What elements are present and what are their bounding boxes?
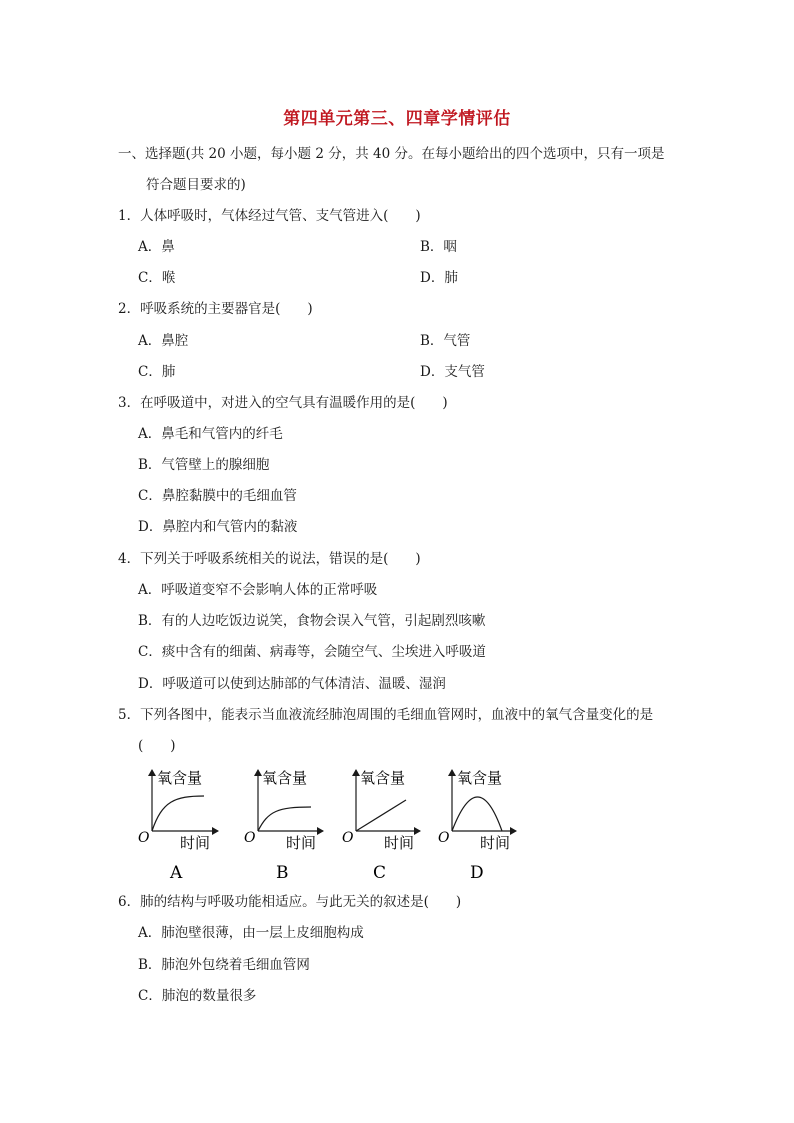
q2-option-c: C．肺 <box>138 364 176 380</box>
q3-option-c: C．鼻腔黏膜中的毛细血管 <box>138 488 297 504</box>
question-2: 2．呼吸系统的主要器官是( ) <box>118 301 313 317</box>
graph-a-label: A <box>170 863 183 883</box>
question-4: 4．下列关于呼吸系统相关的说法，错误的是( ) <box>118 551 421 567</box>
q4-option-b: B．有的人边吃饭边说笑，食物会误入气管，引起剧烈咳嗽 <box>138 613 486 629</box>
q1-option-b: B．咽 <box>420 239 457 255</box>
graph-c-curve <box>356 800 406 831</box>
q4-option-d: D．呼吸道可以使到达肺部的气体清洁、温暖、湿润 <box>138 676 446 692</box>
graph-d-label: D <box>470 863 484 883</box>
graph-b-origin: O <box>244 830 256 846</box>
graph-b-curve <box>258 807 311 831</box>
q1-option-a: A．鼻 <box>138 239 175 255</box>
graph-c-ylabel: 氧含量 <box>360 769 406 787</box>
q3-option-d: D．鼻腔内和气管内的黏液 <box>138 519 298 535</box>
graph-a-ylabel: 氧含量 <box>157 769 203 787</box>
q2-option-d: D．支气管 <box>420 364 485 380</box>
q1-option-d: D．肺 <box>420 270 458 286</box>
graph-c-origin: O <box>342 830 354 846</box>
graph-b <box>244 769 323 883</box>
question-5: 5．下列各图中，能表示当血液流经肺泡周围的毛细血管网时，血液中的氧气含量变化的是 <box>118 707 654 723</box>
q2-option-b: B．气管 <box>420 333 471 349</box>
oxygen-graphs <box>130 758 530 888</box>
graph-b-xlabel: 时间 <box>286 834 317 852</box>
question-1: 1．人体呼吸时，气体经过气管、支气管进入( ) <box>118 208 421 224</box>
question-5-blank: ( ) <box>138 738 176 754</box>
q3-option-a: A．鼻毛和气管内的纤毛 <box>138 426 283 442</box>
page-title: 第四单元第三、四章学情评估 <box>283 109 511 129</box>
graph-d-curve <box>452 797 502 831</box>
graph-c <box>342 769 420 883</box>
graph-a-curve <box>152 796 204 831</box>
q1-option-c: C．喉 <box>138 270 176 286</box>
graph-c-label: C <box>373 863 387 883</box>
question-6: 6．肺的结构与呼吸功能相适应。与此无关的叙述是( ) <box>118 894 462 910</box>
section-heading-cont: 符合题目要求的) <box>146 177 246 193</box>
graph-b-label: B <box>276 863 289 883</box>
graph-a-origin: O <box>138 830 150 846</box>
graph-c-xlabel: 时间 <box>384 834 415 852</box>
graph-a-xlabel: 时间 <box>180 834 211 852</box>
graph-d-ylabel: 氧含量 <box>457 769 503 787</box>
graph-d <box>438 769 516 883</box>
q4-option-c: C．痰中含有的细菌、病毒等，会随空气、尘埃进入呼吸道 <box>138 644 486 660</box>
q3-option-b: B．气管壁上的腺细胞 <box>138 457 270 473</box>
q4-option-a: A．呼吸道变窄不会影响人体的正常呼吸 <box>138 582 378 598</box>
q6-option-a: A．肺泡壁很薄，由一层上皮细胞构成 <box>138 925 364 941</box>
graph-a <box>138 769 218 883</box>
q6-option-b: B．肺泡外包绕着毛细血管网 <box>138 957 310 973</box>
section-heading: 一、选择题(共 20 小题，每小题 2 分，共 40 分。在每小题给出的四个选项中，只有一项是 <box>118 146 665 162</box>
q6-option-c: C．肺泡的数量很多 <box>138 988 257 1004</box>
graph-b-ylabel: 氧含量 <box>262 769 308 787</box>
q2-option-a: A．鼻腔 <box>138 333 189 349</box>
graph-d-origin: O <box>438 830 450 846</box>
graph-d-xlabel: 时间 <box>480 834 511 852</box>
question-3: 3．在呼吸道中，对进入的空气具有温暖作用的是( ) <box>118 395 448 411</box>
